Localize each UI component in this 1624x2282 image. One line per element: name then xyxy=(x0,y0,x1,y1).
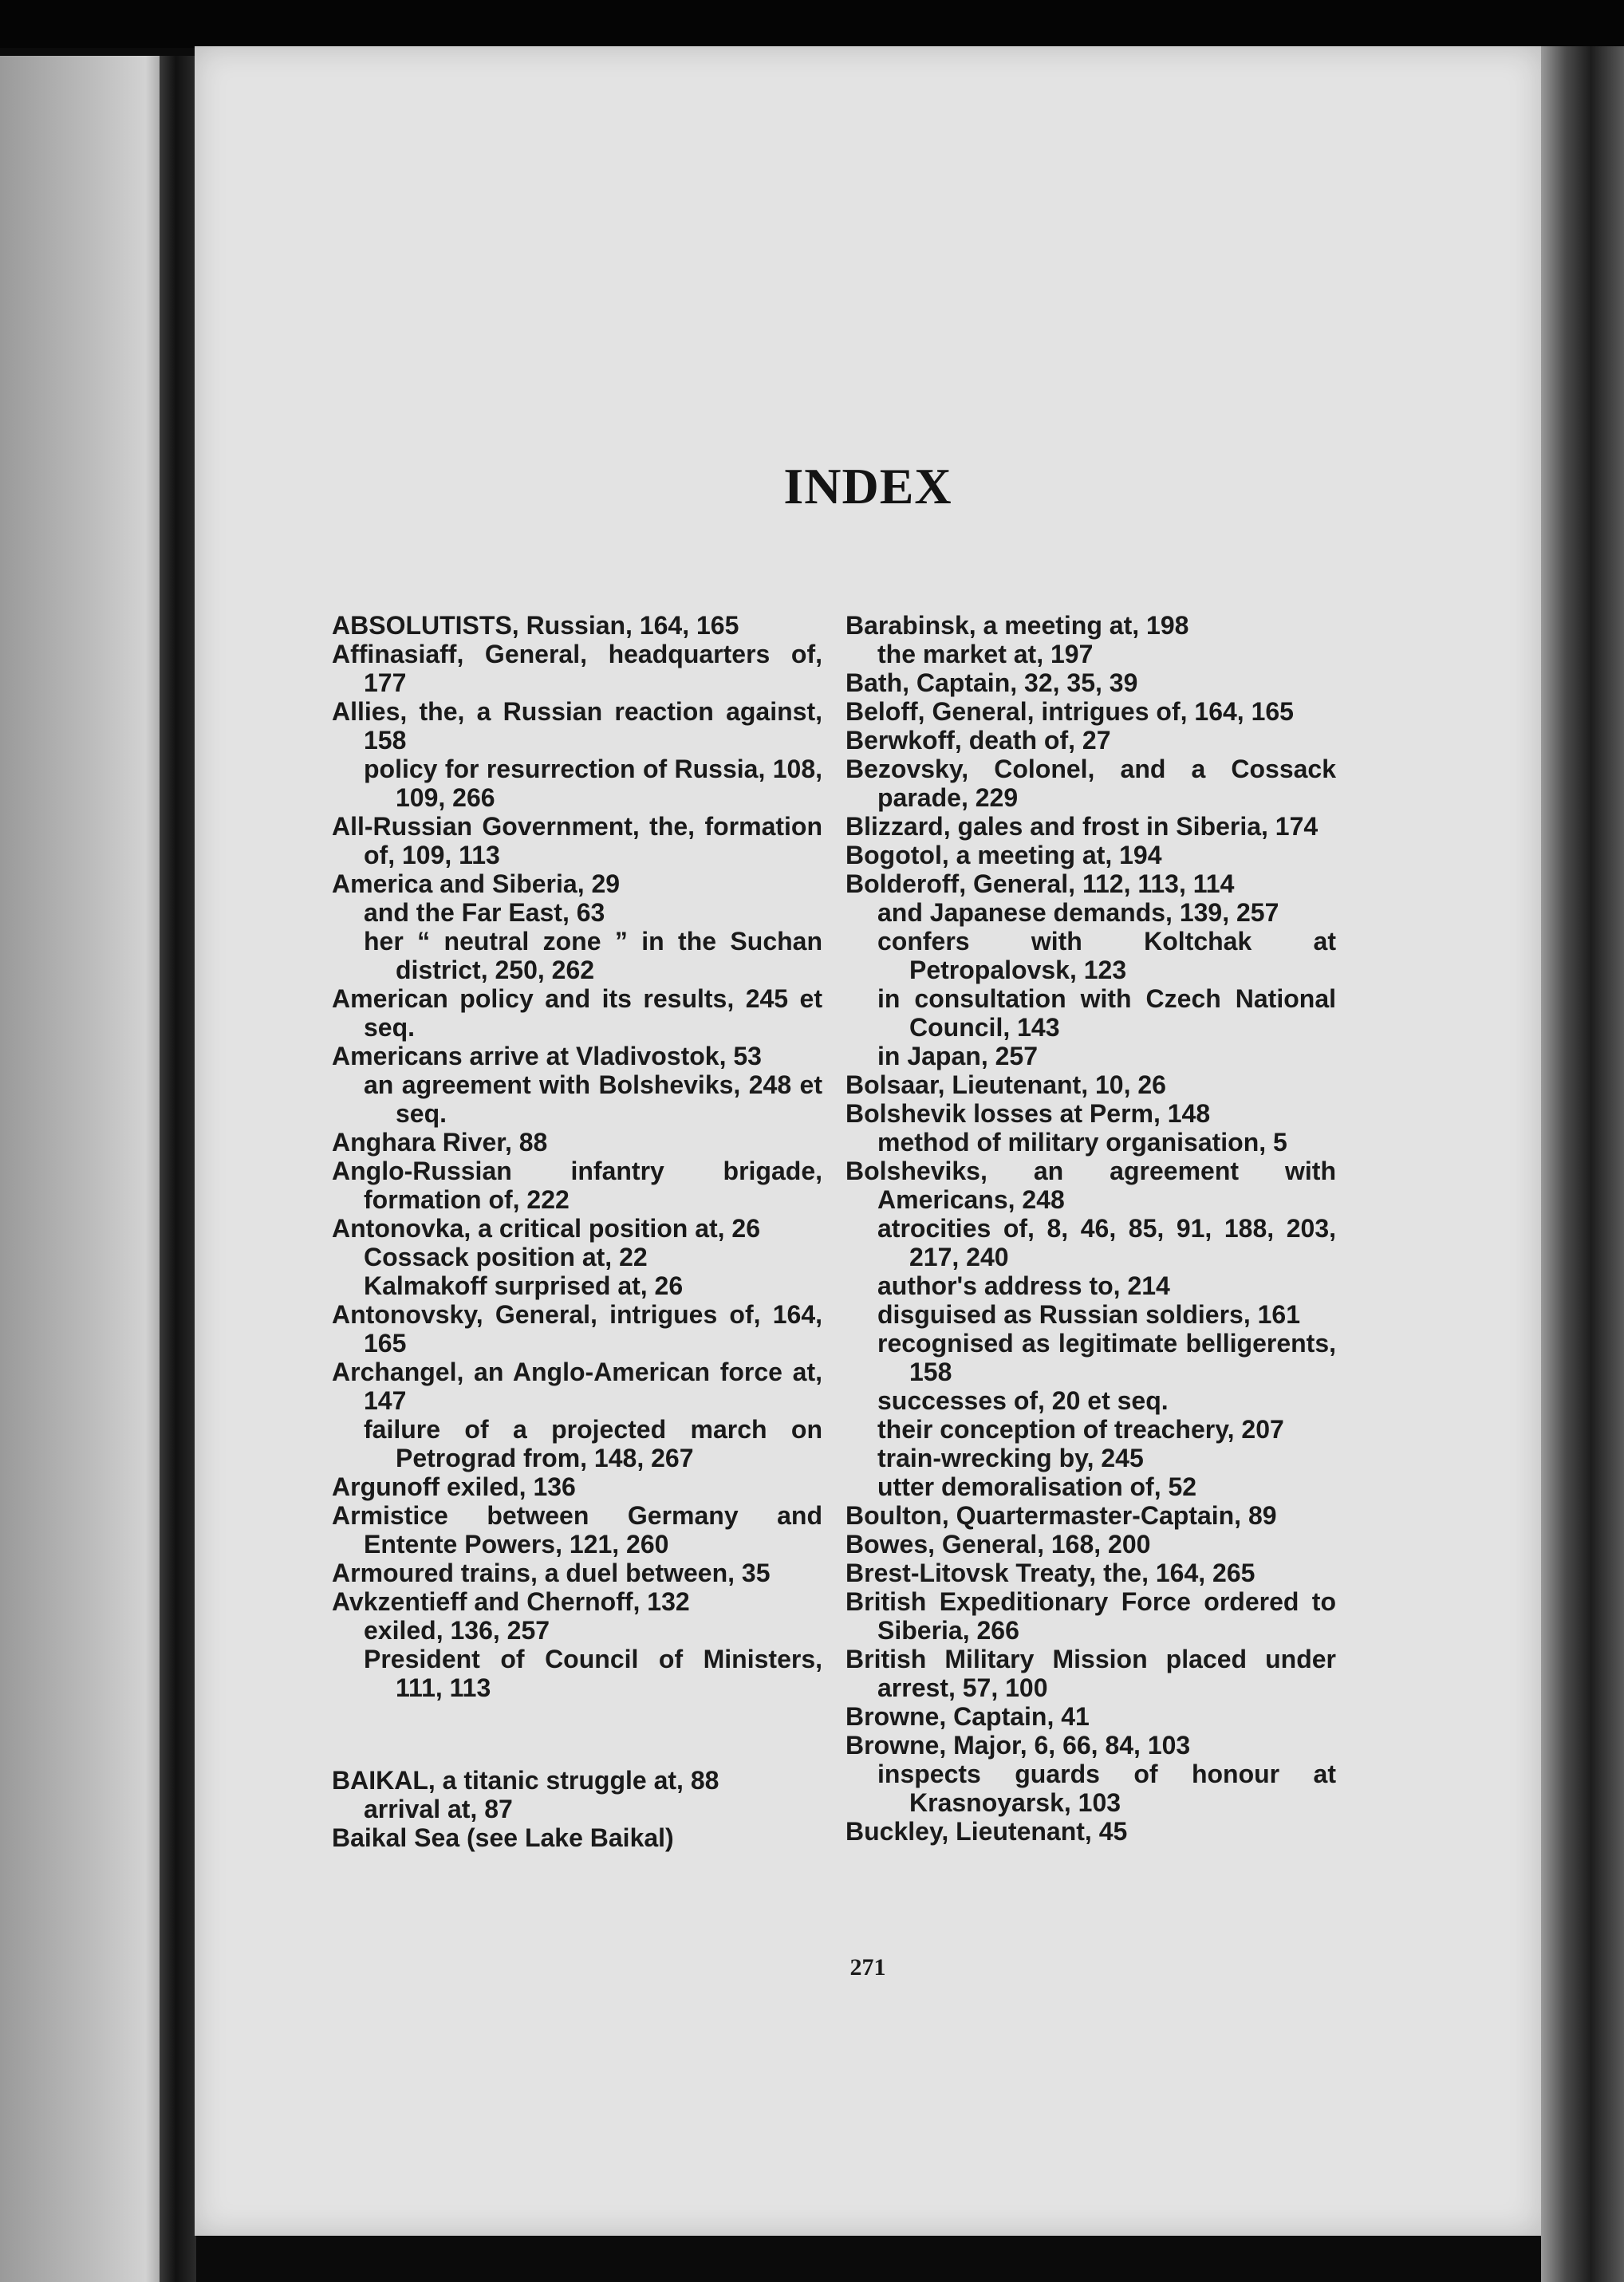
index-subentry: method of military organisation, 5 xyxy=(877,1128,1287,1157)
index-entry: Americans arrive at Vladivostok, 53 xyxy=(332,1042,762,1070)
index-subentry: Kalmakoff surprised at, 26 xyxy=(364,1271,684,1300)
index-entry: American policy and its results, 245 et seq. xyxy=(332,984,822,1042)
page-stack-edge xyxy=(1541,46,1624,2282)
index-entry: Bezovsky, Colonel, and a Cossack parade, 229 xyxy=(846,755,1336,812)
index-entry: Affinasiaff, General, headquarters of, 177 xyxy=(332,640,822,697)
index-entry: Brest-Litovsk Treaty, the, 164, 265 xyxy=(846,1559,1255,1587)
index-subentry: disguised as Russian soldiers, 161 xyxy=(877,1300,1300,1329)
index-subentry: successes of, 20 et seq. xyxy=(877,1386,1169,1415)
page-number: 271 xyxy=(849,1954,886,1980)
index-entry: Armistice between Germany and Entente Powers, 121, 260 xyxy=(332,1501,822,1559)
index-entry: All-Russian Government, the, formation of, 109, 113 xyxy=(332,812,822,869)
index-subentry: and the Far East, 63 xyxy=(364,898,605,927)
index-subentry: an agreement with Bolsheviks, 248 et seq. xyxy=(364,1070,822,1128)
index-entry: Argunoff exiled, 136 xyxy=(332,1472,576,1501)
index-entry: Bath, Captain, 32, 35, 39 xyxy=(846,668,1138,697)
index-subentry: utter demoralisation of, 52 xyxy=(877,1472,1197,1501)
index-column-left xyxy=(332,611,822,1852)
scan-border xyxy=(0,0,1624,48)
index-entry: Buckley, Lieutenant, 45 xyxy=(846,1817,1128,1846)
index-entry: Anglo-Russian infantry brigade, formation of, 222 xyxy=(332,1157,822,1214)
index-entry: Avkzentieff and Chernoff, 132 xyxy=(332,1587,690,1616)
index-subentry: policy for resurrection of Russia, 108, 109, 266 xyxy=(364,755,822,812)
index-subentry: her “ neutral zone ” in the Suchan district, 250, 262 xyxy=(364,927,822,984)
index-subentry: President of Council of Ministers, 111, 113 xyxy=(364,1645,822,1702)
index-subentry: their conception of treachery, 207 xyxy=(877,1415,1284,1444)
index-entry: British Expeditionary Force ordered to Siberia, 266 xyxy=(846,1587,1336,1645)
index-entry: Bolsaar, Lieutenant, 10, 26 xyxy=(846,1070,1166,1099)
index-entry: Anghara River, 88 xyxy=(332,1128,548,1157)
index-gap xyxy=(332,1702,822,1766)
index-subentry: confers with Koltchak at Petropalovsk, 123 xyxy=(877,927,1336,984)
index-entry: British Military Mission placed under arrest, 57, 100 xyxy=(846,1645,1336,1702)
index-subentry: failure of a projected march on Petrograd from, 148, 267 xyxy=(364,1415,822,1472)
index-entry: Bolsheviks, an agreement with Americans, 248 xyxy=(846,1157,1336,1214)
index-subentry: arrival at, 87 xyxy=(364,1795,513,1823)
index-entry: Browne, Major, 6, 66, 84, 103 xyxy=(846,1731,1191,1760)
index-entry: Beloff, General, intrigues of, 164, 165 xyxy=(846,697,1294,726)
index-subentry: and Japanese demands, 139, 257 xyxy=(877,898,1279,927)
index-entry: Antonovka, a critical position at, 26 xyxy=(332,1214,761,1243)
page-title: INDEX xyxy=(783,458,952,514)
index-entry: America and Siberia, 29 xyxy=(332,869,621,898)
index-entry: ABSOLUTISTS, Russian, 164, 165 xyxy=(332,611,739,640)
index-entry: Allies, the, a Russian reaction against, 158 xyxy=(332,697,822,755)
index-subentry: recognised as legitimate belligerents, 158 xyxy=(877,1329,1336,1386)
index-subentry: inspects guards of honour at Krasnoyarsk, 103 xyxy=(877,1760,1336,1817)
index-entry: BAIKAL, a titanic struggle at, 88 xyxy=(332,1766,719,1795)
index-entry: Bolshevik losses at Perm, 148 xyxy=(846,1099,1211,1128)
index-entry: Armoured trains, a duel between, 35 xyxy=(332,1559,771,1587)
index-entry: Bogotol, a meeting at, 194 xyxy=(846,841,1162,869)
index-subentry: the market at, 197 xyxy=(877,640,1094,668)
index-entry: Antonovsky, General, intrigues of, 164, 165 xyxy=(332,1300,822,1358)
index-entry: Barabinsk, a meeting at, 198 xyxy=(846,611,1189,640)
index-subentry: atrocities of, 8, 46, 85, 91, 188, 203, 217, 240 xyxy=(877,1214,1336,1271)
index-entry: Boulton, Quartermaster-Captain, 89 xyxy=(846,1501,1277,1530)
index-subentry: train-wrecking by, 245 xyxy=(877,1444,1144,1472)
index-entry: Baikal Sea (see Lake Baikal) xyxy=(332,1823,674,1852)
book-gutter xyxy=(160,56,196,2282)
index-entry: Bolderoff, General, 112, 113, 114 xyxy=(846,869,1235,898)
index-entry: Archangel, an Anglo-American force at, 147 xyxy=(332,1358,822,1415)
facing-page-edge xyxy=(0,56,171,2282)
index-entry: Berwkoff, death of, 27 xyxy=(846,726,1111,755)
index-subentry: in Japan, 257 xyxy=(877,1042,1038,1070)
index-subentry: exiled, 136, 257 xyxy=(364,1616,550,1645)
index-column-right xyxy=(846,611,1336,1846)
index-entry: Browne, Captain, 41 xyxy=(846,1702,1090,1731)
book-page xyxy=(195,46,1541,2236)
index-entry: Blizzard, gales and frost in Siberia, 174 xyxy=(846,812,1319,841)
index-subentry: Cossack position at, 22 xyxy=(364,1243,648,1271)
index-entry: Bowes, General, 168, 200 xyxy=(846,1530,1151,1559)
index-subentry: in consultation with Czech National Council, 143 xyxy=(877,984,1336,1042)
index-subentry: author's address to, 214 xyxy=(877,1271,1170,1300)
